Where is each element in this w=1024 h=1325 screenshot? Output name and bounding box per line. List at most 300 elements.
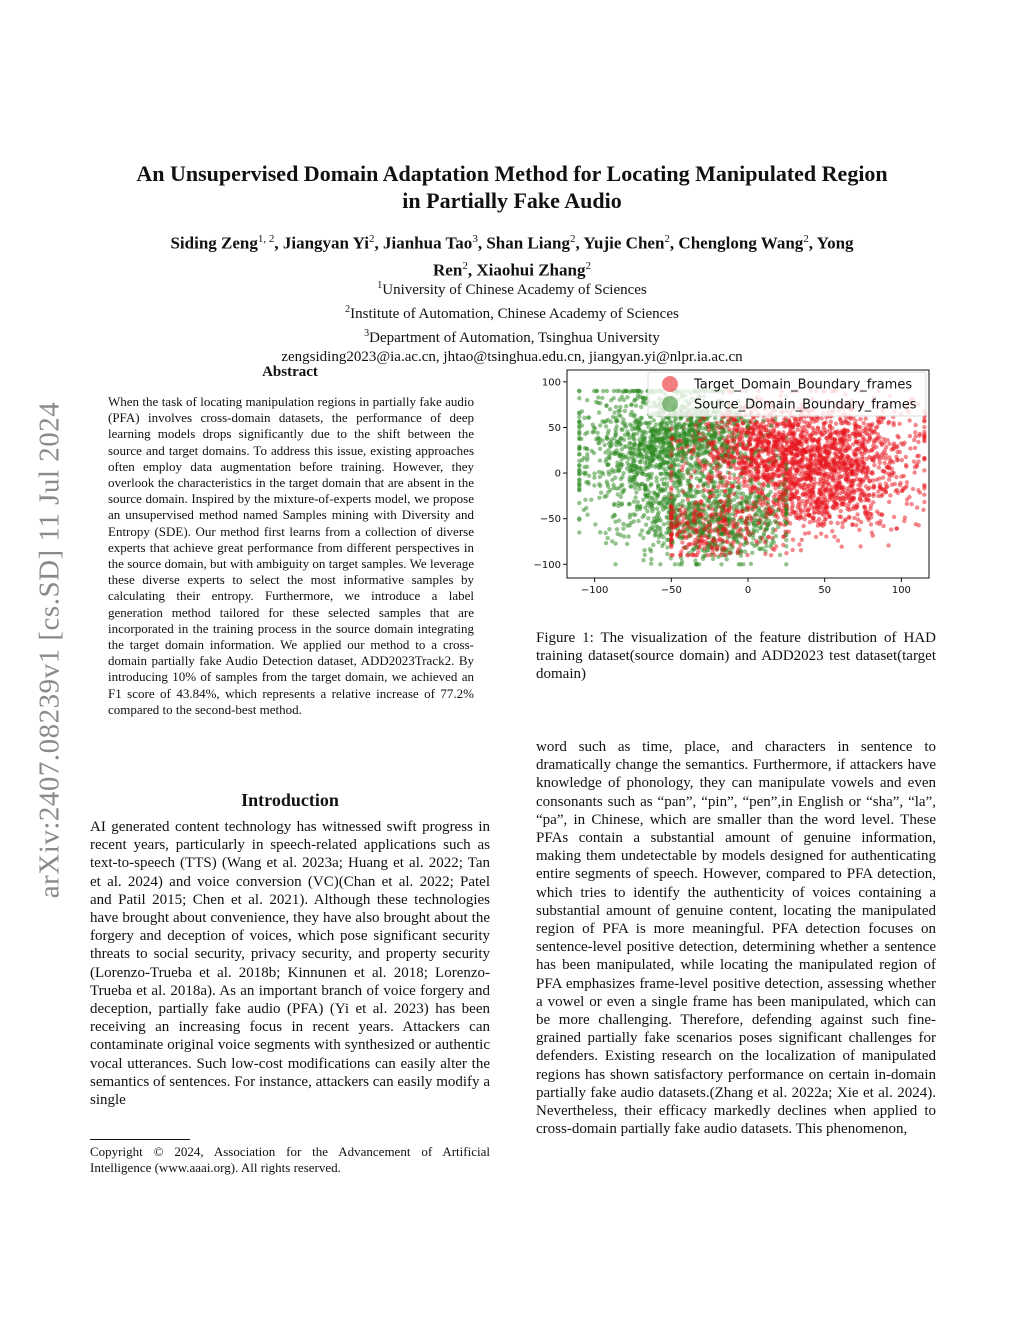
scatter-point: [824, 444, 828, 448]
scatter-point: [769, 544, 773, 548]
scatter-point: [635, 396, 639, 400]
caption-text: Figure 1: The visualization of the feature distribution of HAD training dataset(source domain) and ADD2023 test dataset(target domain): [536, 630, 936, 683]
author-line-1: Siding Zeng$^{1, 2}$, Jiangyan Yi$^2$, Jianhua Tao$^3$, Shan Liang$^2$, Yujie Chen$^2$, Chenglong Wang$^2$, Yong: [170, 233, 854, 253]
scatter-point: [728, 476, 732, 480]
scatter-point: [838, 440, 842, 444]
author-name: Xiaohui Zhang: [476, 260, 586, 280]
scatter-point: [727, 534, 731, 538]
scatter-point: [854, 423, 858, 427]
scatter-point: [704, 534, 708, 538]
scatter-point: [748, 474, 752, 478]
scatter-point: [713, 435, 717, 439]
scatter-point: [658, 526, 662, 530]
scatter-point: [699, 477, 703, 481]
scatter-point: [687, 542, 691, 546]
scatter-point: [873, 455, 877, 459]
legend-label: Target_Domain_Boundary_frames: [694, 377, 913, 393]
scatter-point: [880, 492, 884, 496]
scatter-point: [743, 452, 747, 456]
scatter-point: [653, 491, 657, 495]
scatter-point: [843, 491, 847, 495]
right-column-body: [536, 738, 936, 1138]
scatter-point: [724, 453, 728, 457]
scatter-point: [675, 486, 679, 490]
scatter-point: [756, 453, 760, 457]
scatter-point: [897, 422, 901, 426]
scatter-point: [841, 460, 845, 464]
scatter-point: [821, 425, 825, 429]
scatter-point: [741, 528, 745, 532]
author-name: Jianhua Tao: [383, 233, 473, 253]
scatter-point: [623, 409, 627, 413]
scatter-point: [739, 549, 743, 553]
scatter-point: [759, 525, 763, 529]
scatter-point: [577, 478, 581, 482]
scatter-point: [909, 502, 913, 506]
scatter-point: [669, 495, 673, 499]
scatter-point: [843, 437, 847, 441]
scatter-point: [783, 498, 787, 502]
scatter-point: [643, 506, 647, 510]
scatter-point: [692, 469, 696, 473]
scatter-point: [638, 533, 642, 537]
scatter-point: [849, 417, 853, 421]
scatter-point: [784, 489, 788, 493]
scatter-point: [748, 420, 752, 424]
scatter-point: [708, 523, 712, 527]
scatter-point: [753, 512, 757, 516]
scatter-point: [819, 433, 823, 437]
scatter-point: [853, 435, 857, 439]
scatter-point: [828, 495, 832, 499]
scatter-point: [661, 499, 665, 503]
scatter-point: [698, 424, 702, 428]
scatter-point: [899, 474, 903, 478]
scatter-point: [827, 513, 831, 517]
scatter-point: [922, 500, 926, 504]
scatter-point: [832, 503, 836, 507]
scatter-point: [661, 437, 665, 441]
figure-1-chart: [530, 362, 930, 607]
scatter-point: [839, 456, 843, 460]
scatter-point: [878, 461, 882, 465]
scatter-point: [664, 505, 668, 509]
scatter-point: [678, 508, 682, 512]
scatter-point: [886, 543, 890, 547]
scatter-point: [752, 484, 756, 488]
scatter-point: [778, 448, 782, 452]
scatter-point: [869, 503, 873, 507]
scatter-point: [709, 433, 713, 437]
scatter-point: [629, 469, 633, 473]
scatter-point: [853, 506, 857, 510]
scatter-point: [641, 400, 645, 404]
scatter-point: [835, 431, 839, 435]
scatter-point: [692, 511, 696, 515]
scatter-point: [771, 450, 775, 454]
scatter-point: [706, 441, 710, 445]
scatter-point: [721, 526, 725, 530]
scatter-point: [791, 511, 795, 515]
scatter-point: [723, 518, 727, 522]
scatter-point: [830, 529, 834, 533]
scatter-point: [577, 467, 581, 471]
y-tick-label: 0: [554, 468, 561, 480]
scatter-point: [733, 447, 737, 451]
scatter-point: [697, 431, 701, 435]
introduction-heading: Introduction: [241, 790, 339, 810]
scatter-point: [754, 505, 758, 509]
scatter-point: [851, 498, 855, 502]
scatter-point: [814, 535, 818, 539]
scatter-point: [647, 490, 651, 494]
scatter-point: [917, 434, 921, 438]
scatter-point: [757, 429, 761, 433]
scatter-point: [661, 445, 665, 449]
scatter-point: [771, 462, 775, 466]
scatter-point: [700, 464, 704, 468]
scatter-point: [696, 490, 700, 494]
scatter-point: [790, 500, 794, 504]
scatter-point: [689, 455, 693, 459]
scatter-point: [861, 469, 865, 473]
scatter-point: [778, 553, 782, 557]
scatter-point: [677, 454, 681, 458]
scatter-point: [905, 497, 909, 501]
scatter-point: [681, 546, 685, 550]
scatter-point: [645, 457, 649, 461]
scatter-point: [701, 459, 705, 463]
scatter-point: [632, 414, 636, 418]
scatter-point: [577, 459, 581, 463]
scatter-point: [853, 452, 857, 456]
scatter-point: [815, 419, 819, 423]
scatter-point: [760, 490, 764, 494]
scatter-point: [749, 490, 753, 494]
scatter-point: [781, 509, 785, 513]
scatter-point: [864, 512, 868, 516]
scatter-point: [663, 476, 667, 480]
scatter-point: [847, 495, 851, 499]
scatter-point: [595, 431, 599, 435]
scatter-point: [654, 422, 658, 426]
scatter-point: [737, 562, 741, 566]
scatter-point: [613, 476, 617, 480]
scatter-point: [646, 516, 650, 520]
affil-text: Institute of Automation, Chinese Academy of Sciences: [350, 306, 679, 322]
scatter-point: [585, 430, 589, 434]
scatter-point: [604, 424, 608, 428]
scatter-point: [608, 407, 612, 411]
scatter-point: [781, 543, 785, 547]
scatter-point: [859, 520, 863, 524]
scatter-point: [788, 467, 792, 471]
scatter-point: [836, 521, 840, 525]
scatter-point: [702, 488, 706, 492]
scatter-point: [641, 515, 645, 519]
scatter-point: [685, 553, 689, 557]
scatter-point: [715, 545, 719, 549]
scatter-point: [890, 483, 894, 487]
y-tick-label: 50: [548, 422, 561, 434]
scatter-point: [869, 515, 873, 519]
author-emails: zengsiding2023@ia.ac.cn, jhtao@tsinghua.edu.cn, jiangyan.yi@nlpr.ia.ac.cn: [281, 349, 743, 365]
scatter-point: [587, 482, 591, 486]
scatter-point: [782, 523, 786, 527]
scatter-point: [680, 459, 684, 463]
introduction-body: [90, 818, 490, 1109]
scatter-point: [630, 454, 634, 458]
scatter-point: [680, 468, 684, 472]
scatter-point: [739, 501, 743, 505]
scatter-point: [752, 500, 756, 504]
scatter-point: [790, 492, 794, 496]
scatter-point: [596, 401, 600, 405]
scatter-point: [915, 454, 919, 458]
scatter-point: [633, 486, 637, 490]
scatter-point: [795, 454, 799, 458]
scatter-point: [723, 553, 727, 557]
scatter-point: [810, 449, 814, 453]
scatter-point: [829, 431, 833, 435]
scatter-point: [825, 456, 829, 460]
scatter-point: [583, 498, 587, 502]
scatter-point: [609, 398, 613, 402]
scatter-point: [877, 465, 881, 469]
scatter-point: [853, 419, 857, 423]
scatter-point: [696, 484, 700, 488]
scatter-point: [716, 485, 720, 489]
scatter-point: [857, 528, 861, 532]
scatter-point: [792, 436, 796, 440]
scatter-point: [802, 508, 806, 512]
scatter-point: [858, 544, 862, 548]
scatter-point: [800, 457, 804, 461]
scatter-point: [725, 540, 729, 544]
author-affil-sup: 3: [472, 233, 478, 245]
scatter-point: [784, 551, 788, 555]
scatter-point: [868, 479, 872, 483]
scatter-point: [577, 419, 581, 423]
scatter-point: [629, 403, 633, 407]
x-tick-label: −100: [580, 585, 609, 596]
scatter-point: [682, 432, 686, 436]
scatter-point: [878, 440, 882, 444]
scatter-point: [683, 508, 687, 512]
scatter-point: [839, 509, 843, 513]
scatter-point: [725, 522, 729, 526]
scatter-point: [635, 471, 639, 475]
scatter-point: [577, 452, 581, 456]
author-affil-sup: 2: [569, 233, 576, 245]
scatter-point: [662, 467, 666, 471]
scatter-point: [723, 489, 727, 493]
scatter-point: [596, 437, 600, 441]
scatter-point: [689, 450, 693, 454]
scatter-point: [678, 416, 682, 420]
scatter-point: [643, 487, 647, 491]
scatter-point: [797, 542, 801, 546]
scatter-point: [719, 499, 723, 503]
scatter-point: [607, 527, 611, 531]
scatter-point: [736, 534, 740, 538]
scatter-point: [608, 440, 612, 444]
scatter-point: [772, 434, 776, 438]
scatter-point: [782, 534, 786, 538]
scatter-point: [819, 532, 823, 536]
scatter-point: [891, 421, 895, 425]
affiliation-2: [0, 300, 1024, 324]
scatter-point: [855, 512, 859, 516]
scatter-point: [790, 432, 794, 436]
scatter-point: [771, 444, 775, 448]
scatter-point: [681, 451, 685, 455]
scatter-point: [681, 520, 685, 524]
scatter-point: [915, 505, 919, 509]
scatter-point: [843, 503, 847, 507]
scatter-point: [614, 427, 618, 431]
scatter-point: [615, 464, 619, 468]
scatter-point: [716, 528, 720, 532]
scatter-point: [701, 451, 705, 455]
scatter-point: [753, 495, 757, 499]
scatter-point: [913, 465, 917, 469]
scatter-point: [621, 471, 625, 475]
author-affil-sup: 1, 2: [257, 233, 275, 245]
scatter-point: [644, 495, 648, 499]
scatter-point: [825, 487, 829, 491]
scatter-point: [749, 562, 753, 566]
scatter-point: [854, 439, 858, 443]
scatter-point: [853, 427, 857, 431]
introduction-text: AI generated content technology has witnessed swift progress in recent years, particularly in speech-related applications such as text-to-speech (TTS) (Wang et al. 2023a; Huang et al. 2022; Tan et al. 2024) and voice conversion (VC)(Chan et al. 2022; Patel and Patil 2015; Chen et al. 2021). Although these technologies have brought about convenience, they have also brought about the forgery and deception of voices, which pose significant security threats to social security, privacy security, and property security (Lorenzo-Trueba et al. 2018b; Kinnunen et al. 2018; Lorenzo-Trueba et al. 2018a). As an important branch of voice forgery and deception, partially fake audio (PFA) (Yi et al. 2023) has been receiving an increasing focus in recent years. Attackers can contaminate original voice segments with synthesized or authentic vocal utterances. Such low-cost modifications can easily alter the semantics of sentences. For instance, attackers can easily modify a single: [90, 819, 490, 1109]
scatter-point: [636, 519, 640, 523]
scatter-point: [745, 446, 749, 450]
scatter-point: [844, 419, 848, 423]
scatter-point: [887, 500, 891, 504]
scatter-point: [669, 532, 673, 536]
scatter-point: [662, 462, 666, 466]
scatter-point: [842, 428, 846, 432]
scatter-point: [696, 446, 700, 450]
scatter-point: [813, 444, 817, 448]
scatter-point: [763, 496, 767, 500]
scatter-point: [600, 419, 604, 423]
scatter-point: [585, 455, 589, 459]
author-name-first: Yong: [816, 233, 854, 253]
scatter-point: [775, 423, 779, 427]
affil-text: Department of Automation, Tsinghua University: [369, 330, 660, 346]
legend-label: Source_Domain_Boundary_frames: [694, 397, 917, 413]
scatter-point: [806, 484, 810, 488]
scatter-point: [701, 512, 705, 516]
scatter-point: [713, 518, 717, 522]
scatter-point: [795, 491, 799, 495]
scatter-point: [661, 450, 665, 454]
scatter-point: [619, 495, 623, 499]
scatter-point: [763, 540, 767, 544]
scatter-point: [914, 522, 918, 526]
scatter-point: [669, 505, 673, 509]
scatter-point: [700, 444, 704, 448]
scatter-point: [613, 433, 617, 437]
scatter-point: [868, 423, 872, 427]
scatter-point: [577, 396, 581, 400]
scatter-point: [646, 530, 650, 534]
scatter-point: [719, 446, 723, 450]
scatter-point: [745, 506, 749, 510]
scatter-point: [860, 489, 864, 493]
scatter-point: [648, 505, 652, 509]
scatter-point: [911, 487, 915, 491]
scatter-point: [851, 432, 855, 436]
scatter-point: [754, 539, 758, 543]
scatter-point: [597, 410, 601, 414]
scatter-point: [648, 483, 652, 487]
scatter-point: [709, 545, 713, 549]
scatter-point: [620, 491, 624, 495]
scatter-point: [797, 496, 801, 500]
scatter-point: [688, 484, 692, 488]
scatter-point: [622, 438, 626, 442]
scatter-point: [744, 519, 748, 523]
scatter-point: [740, 435, 744, 439]
scatter-point: [665, 516, 669, 520]
scatter-point: [827, 474, 831, 478]
scatter-point: [732, 521, 736, 525]
scatter-point: [639, 416, 643, 420]
scatter-point: [867, 433, 871, 437]
scatter-point: [643, 553, 647, 557]
scatter-point: [597, 496, 601, 500]
scatter-point: [603, 495, 607, 499]
scatter-point: [762, 459, 766, 463]
scatter-point: [781, 433, 785, 437]
scatter-point: [732, 432, 736, 436]
scatter-point: [654, 465, 658, 469]
scatter-point: [694, 423, 698, 427]
scatter-point: [725, 423, 729, 427]
scatter-point: [580, 409, 584, 413]
scatter-point: [922, 438, 926, 442]
scatter-point: [745, 495, 749, 499]
scatter-point: [579, 437, 583, 441]
scatter-point: [796, 428, 800, 432]
scatter-point: [737, 518, 741, 522]
scatter-point: [625, 542, 629, 546]
scatter-point: [685, 520, 689, 524]
scatter-point: [712, 485, 716, 489]
scatter-point: [675, 534, 679, 538]
scatter-point: [695, 553, 699, 557]
affiliations: [0, 276, 1024, 367]
scatter-point: [791, 538, 795, 542]
scatter-point: [665, 545, 669, 549]
scatter-point: [632, 389, 636, 393]
scatter-point: [922, 468, 926, 472]
scatter-point: [791, 462, 795, 466]
scatter-point: [693, 501, 697, 505]
affil-sup: 1: [377, 280, 383, 291]
scatter-point: [673, 562, 677, 566]
scatter-point: [728, 471, 732, 475]
scatter-point: [802, 473, 806, 477]
scatter-point: [676, 493, 680, 497]
scatter-point: [630, 424, 634, 428]
scatter-point: [649, 451, 653, 455]
scatter-point: [584, 506, 588, 510]
scatter-point: [771, 531, 775, 535]
